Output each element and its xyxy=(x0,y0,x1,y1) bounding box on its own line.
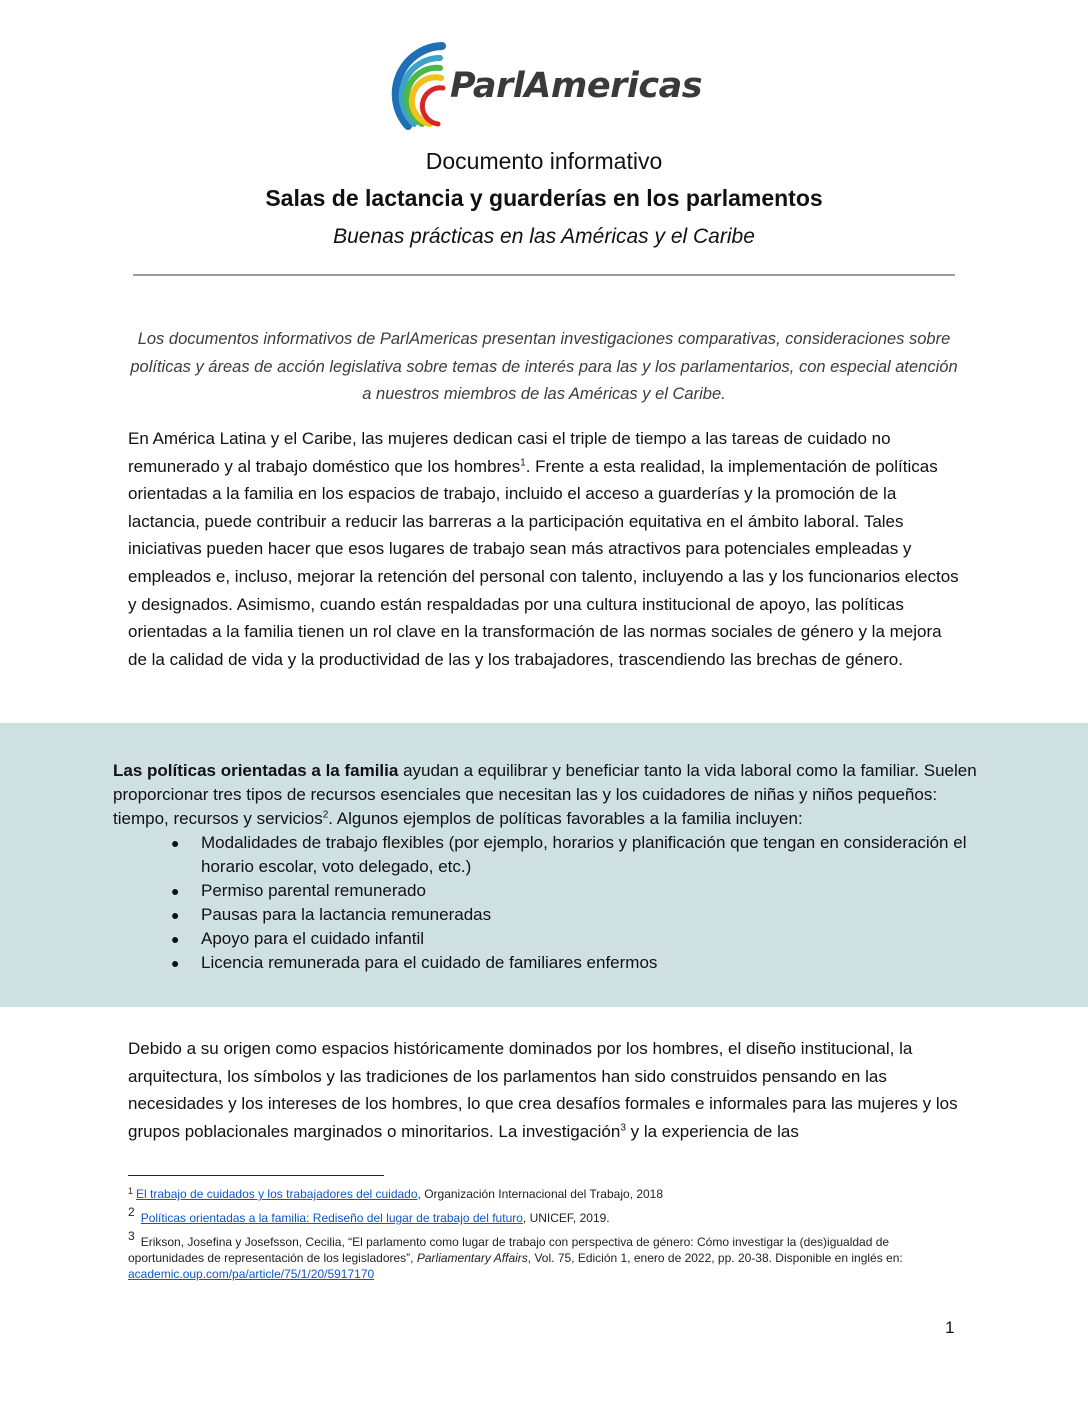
list-item: ● Licencia remunerada para el cuidado de familiares enfermos xyxy=(201,951,983,975)
list-item: ● Pausas para la lactancia remuneradas xyxy=(201,903,983,927)
footnote-number: 1 xyxy=(128,1186,134,1196)
title-divider xyxy=(133,274,955,276)
footnote-3-link[interactable]: academic.oup.com/pa/article/75/1/20/5917170 xyxy=(128,1267,375,1281)
bullet-icon: ● xyxy=(171,883,180,899)
parlamericas-arc-logo-icon xyxy=(378,36,458,136)
footnote-number: 2 xyxy=(128,1205,135,1219)
document-title: Salas de lactancia y guarderías en los parlamentos xyxy=(265,185,823,211)
paragraph-text: En América Latina y el Caribe, las mujeres dedican casi el triple de tiempo a las tareas de cuidado no remunerado y al trabajo doméstico que los hombres xyxy=(128,429,891,476)
footnote-ref-3[interactable]: 3 xyxy=(620,1122,626,1134)
bullet-icon: ● xyxy=(171,835,180,851)
footnote-divider xyxy=(128,1175,384,1176)
paragraph-text: y la experiencia de las xyxy=(625,1121,799,1141)
body-paragraph-2 xyxy=(128,1035,960,1145)
footnote-1-link[interactable]: El trabajo de cuidados y los trabajadores del cuidado xyxy=(136,1187,418,1201)
journal-title: Parliamentary Affairs xyxy=(416,1251,528,1265)
bullet-icon: ● xyxy=(171,931,180,947)
callout-text xyxy=(113,759,983,975)
logo-text: ParlAmericas xyxy=(450,66,703,106)
footnote-2-link[interactable]: Políticas orientadas a la familia: Rediseño del lugar de trabajo del futuro xyxy=(140,1211,523,1225)
footnote-ref-2[interactable]: 2 xyxy=(322,809,329,821)
document-kind: Documento informativo xyxy=(425,148,663,174)
bullet-icon: ● xyxy=(171,907,180,923)
body-paragraph-1 xyxy=(128,425,960,673)
intro-paragraph: Los documentos informativos de ParlAmericas presentan investigaciones comparativas, consideraciones sobre políticas y áreas de acción legislativa sobre temas de interés para las y los parlamentarios, con especial atención a nuestros miembros de las Américas y el Caribe. xyxy=(130,330,958,403)
document-subtitle: Buenas prácticas en las Américas y el Caribe xyxy=(333,225,755,248)
list-item: ● Modalidades de trabajo flexibles (por ejemplo, horarios y planificación que tengan en consideración el horario escolar, voto delegado, etc.) xyxy=(171,833,967,876)
list-item: ● Apoyo para el cuidado infantil xyxy=(201,927,983,951)
list-item: ● Permiso parental remunerado xyxy=(201,879,983,903)
family-policies-callout xyxy=(0,723,1088,1007)
policy-list xyxy=(113,831,983,975)
footnote-ref-1[interactable]: 1 xyxy=(520,456,526,468)
footnote-number: 3 xyxy=(128,1229,135,1243)
callout-sentence: . Algunos ejemplos de políticas favorables a la familia incluyen: xyxy=(328,809,803,828)
paragraph-text: . Frente a esta realidad, la implementación de políticas orientadas a la familia en los espacios de trabajo, incluido el acceso a guarderías y la promoción de la lactancia, puede contribuir a reducir las barreras a la participación equitativa en el ámbito laboral. Tales iniciativas pueden hacer que esos lugares de trabajo sean más atractivos para potenciales empleadas y empleados e, incluso, mejorar la retención del personal con talento, incluyendo a las y los funcionarios electos y designados. Asimismo, cuando están respaldadas por una cultura institucional de apoyo, las políticas orientadas a la familia tienen un rol clave en la transformación de las normas sociales de género y la mejora de la calidad de vida y la productividad de las y los trabajadores, trascendiendo las brechas de género. xyxy=(128,456,959,669)
bullet-icon: ● xyxy=(171,955,180,971)
callout-sentence: ayudan a equilibrar y beneficiar tanto la vida laboral como la familiar. Suelen proporcionar tres tipos de recursos esenciales que necesitan las y los cuidadores de niñas y niños pequeños: tiempo, recursos y servicios xyxy=(113,761,977,828)
page-number: 1 xyxy=(945,1318,955,1337)
footnote-3: 3 Erikson, Josefina y Josefsson, Cecilia, “El parlamento como lugar de trabajo con perspectiva de género: Cómo investigar la (des)igualdad de oportunidades de representación de los legisladores”, Parliamentary Affairs, Vol. 75, Edición 1, enero de 2022, pp. 20-38. Disponible en inglés en: academic.oup.com/pa/article/75/1/20/5917170 xyxy=(128,1229,903,1281)
callout-bold-lead: Las políticas orientadas a la familia xyxy=(113,761,399,780)
footnote-2: 2 Políticas orientadas a la familia: Rediseño del lugar de trabajo del futuro, UNICEF, 2019. xyxy=(128,1205,610,1225)
footnote-1: $^1$ El trabajo de cuidados y los trabajadores del cuidado, Organización Internacional del Trabajo, 2018 xyxy=(128,1186,664,1201)
footnotes xyxy=(128,1183,968,1284)
paragraph-text: Debido a su origen como espacios históricamente dominados por los hombres, el diseño institucional, la arquitectura, los símbolos y las tradiciones de los parlamentos han sido construidos pensando en las necesidades y los intereses de los hombres, lo que crea desafíos formales e informales para las mujeres y los grupos poblacionales marginados o minoritarios. La investigación xyxy=(128,1039,958,1141)
parlamericas-logo xyxy=(378,36,718,136)
